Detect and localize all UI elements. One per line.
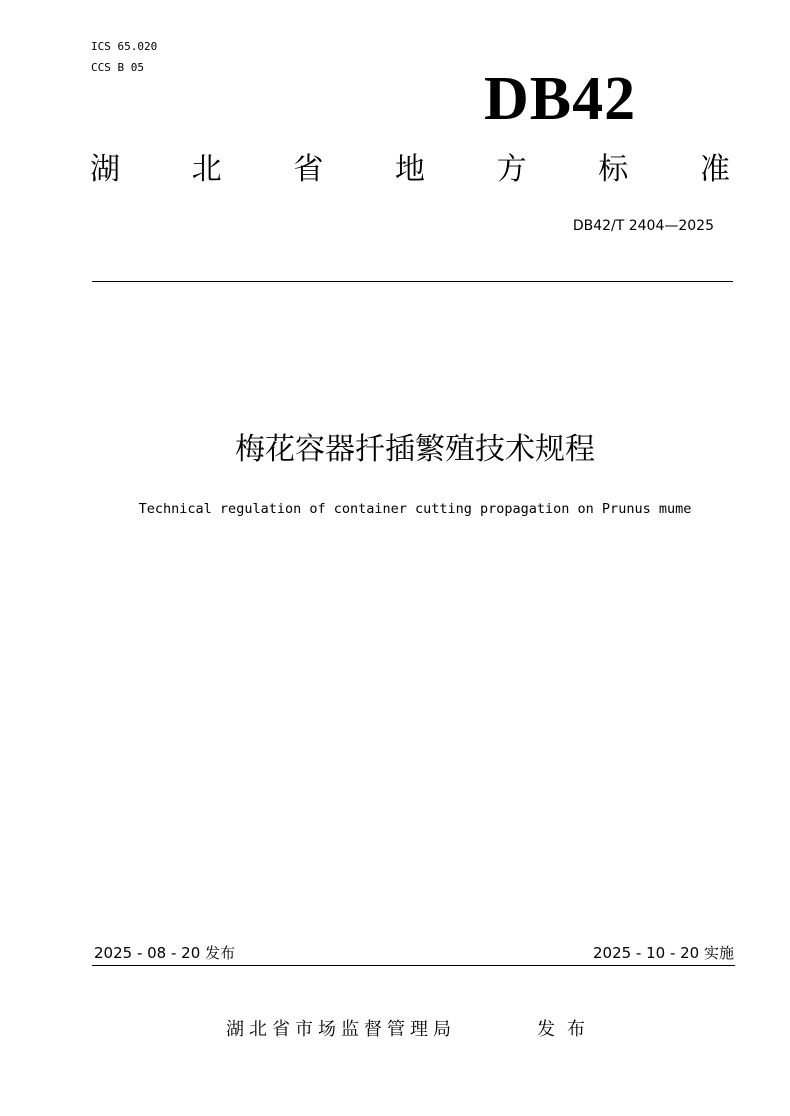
issue-label: 发布 — [537, 1019, 597, 1040]
standard-number: DB42/T 2404—2025 — [572, 218, 714, 234]
issuing-authority: 湖北省市场监督管理局 — [226, 1019, 456, 1040]
ics-code: ICS 65.020 — [91, 40, 158, 53]
standard-type-char: 北 — [191, 152, 222, 187]
standard-type-char: 准 — [699, 152, 730, 187]
standard-type-char: 省 — [293, 152, 324, 187]
bottom-divider — [92, 965, 735, 966]
top-divider — [92, 281, 733, 282]
standard-type-char: 湖 — [90, 152, 120, 187]
issue-date: 2025 - 08 - 20 发布 — [94, 944, 236, 962]
document-title-cn: 梅花容器扦插繁殖技术规程 — [235, 432, 595, 467]
standard-type-char: 地 — [394, 152, 425, 187]
ccs-code: CCS B 05 — [91, 61, 144, 74]
document-title-en: Technical regulation of container cutting propagation on Prunus mume — [138, 501, 692, 517]
standard-type-char: 标 — [598, 152, 629, 187]
standard-type-title — [90, 150, 730, 194]
standard-type-char: 方 — [496, 152, 527, 187]
implementation-date: 2025 - 10 - 20 实施 — [592, 944, 734, 962]
db42-logo: DB42 — [484, 65, 637, 133]
